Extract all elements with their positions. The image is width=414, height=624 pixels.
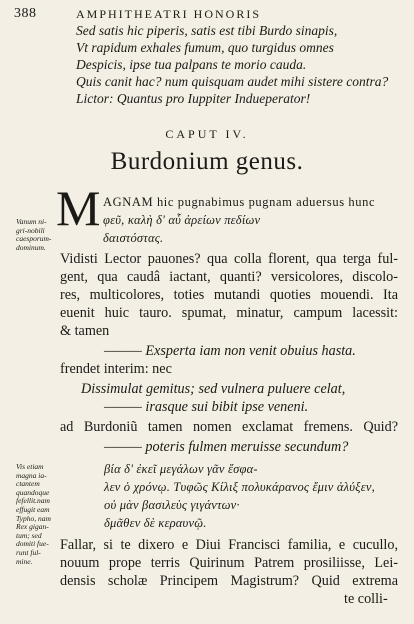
text-line: densis scholæ Principem Magistrum? Quid extrema [60, 573, 398, 589]
margin-note-line: Rex gigan- [16, 522, 49, 532]
margin-note-line: magna ia- [16, 470, 47, 480]
margin-note-line: fefellit.nam [16, 496, 50, 506]
text-line: Fallar, si te dixero e Diui Francisci familia, e cucullo, [60, 537, 398, 553]
text-line: ad Burdoniũ tamen nomen exclamat fremens. Quid? [60, 419, 398, 435]
text-line: nouum prope terris Quirinum Patrem prosiliisse, Lei- [60, 555, 398, 571]
chapter-title: Burdonium genus. [110, 148, 304, 175]
text-line: & tamen [60, 323, 110, 339]
greek-line: βία δ' ἐκεῖ μεγάλων γᾶν ἔσφα- [104, 462, 258, 476]
margin-note-line: gri-nobili [16, 225, 45, 235]
margin-note-2 [16, 463, 51, 566]
verse-line: Quis canit hac? num quisquam audet mihi sistere contra? [76, 74, 389, 89]
running-head: AMPHITHEATRI HONORIS [76, 7, 262, 21]
margin-note-line: ctantem [16, 479, 40, 489]
greek-line: δμᾶθεν δὲ κεραυνῷ. [104, 516, 207, 530]
verse-line: Sed satis hic piperis, satis est tibi Burdo sinapis, [76, 23, 338, 38]
quote-line: ——— irasque sui bibit ipse veneni. [104, 399, 309, 415]
verse-block [76, 22, 388, 107]
margin-note-line: effugit eam [16, 504, 50, 514]
chapter-label: CAPUT IV. [165, 127, 249, 141]
greek-line: οὐ μὰν βασιλεὺς γιγάντων· [104, 498, 240, 512]
page-header [14, 6, 400, 22]
greek-line: λεν ὁ χρόνῳ. Τυφῶς Κίλιξ πολυκάρανος ἔμιν ἀλύξεν, [104, 480, 375, 494]
text-line: res, multicolores, toties mutandi quoties mouendi. Ita [60, 287, 398, 303]
margin-note-line: dominum. [16, 242, 46, 252]
text-line: gent, qua caudâ iactant, quanti? versicolores, discolo- [60, 269, 398, 285]
quote-line: Dissimulat gemitus; sed vulnera puluere celat, [81, 381, 346, 397]
verse-line: Despicis, ipse tua palpans te morio cauda. [76, 57, 307, 72]
margin-note-line: tum; sed [16, 530, 42, 540]
verse-line: Lictor: Quantus pro Iuppiter Indueperator! [76, 91, 311, 106]
margin-note-line: runt ful- [16, 547, 41, 557]
text-line: frendet interim: nec [60, 361, 172, 377]
quote-line: ——— poteris fulmen meruisse secundum? [104, 439, 349, 455]
text-line: euenit huic tauro. spumat, minatur, campum lacessit: [60, 305, 398, 321]
text-line: Vidisti Lector pauones? qua colla florent, qua terga ful- [60, 251, 398, 267]
margin-note-line: mine. [16, 556, 33, 566]
catchword: te colli- [344, 591, 388, 607]
margin-note-line: domiti fue- [16, 539, 49, 549]
text-line: AGNAM hic pugnabimus pugnam aduersus hunc [103, 195, 376, 209]
margin-note-line: quandoque [16, 487, 50, 497]
margin-note-line: Vis etiam [16, 462, 44, 471]
greek-line: δαιστόστας. [103, 231, 164, 245]
margin-note-line: caesporum- [16, 234, 52, 244]
page-number: 388 [14, 6, 37, 21]
drop-cap: M [56, 180, 101, 236]
margin-note-line: Typho, nam [16, 513, 51, 523]
margin-note-1 [16, 218, 51, 252]
verse-line: Vt rapidum exhales fumum, quo turgidus omnes [76, 40, 334, 55]
greek-line: φεῦ, καλὴ δ' αὖ ἀρείων πεδίων [103, 213, 261, 227]
quote-line: ——— Exsperta iam non venit obuius hasta. [104, 343, 356, 359]
margin-note-line: Vanum ni- [16, 217, 47, 226]
